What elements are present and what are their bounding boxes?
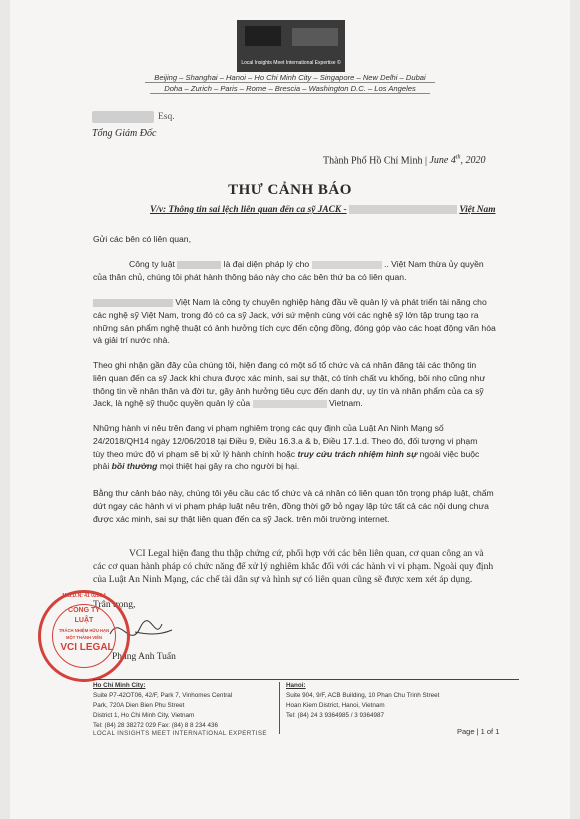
hcm-line: Park, 720A Dien Bien Phu Street xyxy=(93,702,185,709)
p1-b: là đại diện pháp lý cho xyxy=(223,259,310,269)
p2-c: những sản phẩm nghệ thuật có ảnh hưởng tích cực đến cộng đồng, đóng góp vào các hoạt động văn hóa xyxy=(93,322,496,333)
redacted-subject xyxy=(349,205,457,214)
hcm-line: Suite P7-42OT06, 42/F, Park 7, Vinhomes Central xyxy=(93,692,233,699)
seal-sub1: TRÁCH NHIỆM HỮU HẠN xyxy=(58,628,110,633)
seal-sub2: MỘT THÀNH VIÊN xyxy=(65,635,103,640)
footer-hanoi xyxy=(286,681,439,721)
p1-a: Công ty luật xyxy=(129,259,175,269)
closing: Trân trọng, xyxy=(93,600,136,610)
p4-b: 24/2018/QH14 ngày 12/06/2018 tại Điều 9, Điều 16.3.a & b, Điều 17.1.d. Theo đó, đối tượng vi phạm xyxy=(93,435,478,446)
logo-mark-right xyxy=(292,28,338,46)
subject-line xyxy=(150,205,496,215)
redacted-firm xyxy=(177,261,221,269)
p3-c: thông tin về nhân thân và đời tư, gây ảnh hưởng tiêu cực đến danh dự, uy tín và nhân phẩm của ca sỹ xyxy=(93,385,484,396)
p4-c2: truy cứu trách nhiệm hình sự xyxy=(297,448,418,459)
p6-a: VCI Legal hiện đang thu thập chứng cứ, phối hợp với các bên liên quan, cơ quan công an và xyxy=(129,548,484,559)
cities-underline1 xyxy=(145,82,435,83)
p3-d: Jack, là nghệ sỹ thuộc quyền quản lý của xyxy=(93,398,251,409)
date-year: , 2020 xyxy=(460,155,486,167)
p3-a: Theo ghi nhận gần đây của chúng tôi, hiện đang có một số tổ chức và cá nhân đăng tải các thông tin xyxy=(93,360,477,370)
p3-e: Vietnam. xyxy=(328,398,363,409)
p3-b: liên quan đến ca sỹ Jack khi chưa được xác minh, sai sự thật, có tính chất vu khống, bôi nhọ cũng như xyxy=(93,372,486,383)
paragraph-3 xyxy=(93,359,523,410)
cities-underline2 xyxy=(150,93,430,94)
redacted-recipient-name xyxy=(92,111,154,123)
redacted-client xyxy=(312,261,382,269)
paragraph-6 xyxy=(93,547,523,586)
date-month-day: June 4 xyxy=(429,155,456,167)
hanoi-line: Hoan Kiem District, Hanoi, Vietnam xyxy=(286,702,385,709)
office-cities-line1: Beijing – Shanghai – Hanoi – Ho Chi Minh City – Singapore – New Delhi – Dubai xyxy=(154,73,426,82)
paragraph-1 xyxy=(93,258,523,284)
seal-top: CÔNG TY xyxy=(68,607,100,614)
hanoi-line: Tel: (84) 24 3 9364985 / 3 9364987 xyxy=(286,712,385,719)
letter-title: THƯ CẢNH BÁO xyxy=(228,182,352,198)
p5-b: dứt ngay các hành vi vi phạm pháp luật nêu trên, đồng thời gỡ bỏ ngay lập tức tất cả các nội dung chưa xyxy=(93,500,489,511)
footer-tagline: LOCAL INSIGHTS MEET INTERNATIONAL EXPERTISE xyxy=(93,730,267,737)
hanoi-label: Hanoi: xyxy=(286,682,306,689)
p4-d2: bồi thường xyxy=(111,461,158,472)
footer-hcm xyxy=(93,681,232,731)
p6-c: của Luật An Ninh Mạng, các chế tài dân sự và hình sự có liên quan cũng sẽ được xem xét áp dụng. xyxy=(93,574,473,585)
p4-c1: tùy theo mức độ vi phạm sẽ bị xử lý hành chính hoặc xyxy=(93,448,298,459)
page-number: Page | 1 of 1 xyxy=(457,727,500,736)
date-suffix: th xyxy=(455,155,461,161)
office-cities-line2: Doha – Zurich – Paris – Rome – Brescia – Washington D.C. – Los Angeles xyxy=(164,84,416,93)
greeting: Gửi các bên có liên quan, xyxy=(93,234,191,244)
seal-mid: LUẬT xyxy=(74,617,94,624)
p1-d: của thân chủ, chúng tôi phát hành thông báo này cho các bên thứ ba có liên quan. xyxy=(93,271,407,282)
p1-c: .. Việt Nam thừa ủy quyền xyxy=(383,259,484,269)
seal-ring-text: M.S.D.N: 41 0280 * xyxy=(62,593,106,599)
p2-a: Việt Nam là công ty chuyên nghiệp hàng đầu về quản lý và phát triển tài năng cho xyxy=(175,297,487,307)
hcm-line: District 1, Ho Chi Minh City, Vietnam xyxy=(93,712,195,719)
hcm-label: Ho Chi Minh City: xyxy=(93,682,146,689)
p5-c: được xác minh, sai sự thật liên quan đến ca sỹ Jack. trên môi trường internet. xyxy=(93,513,390,524)
logo-mark-left xyxy=(245,26,281,46)
seal-name: VCI LEGAL xyxy=(60,642,114,653)
subject-right: Việt Nam xyxy=(459,205,496,215)
p4-c3: ngoài việc buộc xyxy=(417,448,480,459)
logo-tagline: Local Insights Meet International Expertise © xyxy=(241,60,341,66)
p2-d: và giải trí nước nhà. xyxy=(93,335,170,346)
recipient-esq: Esq. xyxy=(158,112,175,122)
paragraph-5 xyxy=(93,487,523,525)
footer-divider xyxy=(279,682,280,734)
subject-left: V/v: Thông tin sai lệch liên quan đến ca sỹ JACK - xyxy=(150,205,347,215)
date-city: Thành Phố Hồ Chí Minh | xyxy=(323,155,427,167)
p6-b: các cơ quan hành pháp có chức năng để xử lý nghiêm khắc đối với các hành vi vi phạm. Ngoài quy định xyxy=(93,561,494,572)
date-line xyxy=(323,151,486,168)
p4-d1: phải xyxy=(93,461,112,472)
p5-a: Bằng thư cảnh báo này, chúng tôi yêu cầu các tổ chức và cá nhân có liên quan tôn trọng pháp luật, chấm xyxy=(93,488,494,498)
signer-name: Phùng Anh Tuấn xyxy=(112,652,176,662)
paragraph-2 xyxy=(93,296,523,347)
hanoi-line: Suite 904, 9/F, ACB Building, 10 Phan Chu Trinh Street xyxy=(286,692,440,699)
recipient-role: Tổng Giám Đốc xyxy=(92,128,157,139)
redacted-company xyxy=(93,299,173,307)
hcm-line: Tel: (84) 28 38272 029 Fax: (84) 8 8 234 436 xyxy=(93,722,218,729)
p4-d3: mọi thiệt hại gây ra cho người bị hại. xyxy=(157,461,300,472)
paragraph-4 xyxy=(93,422,523,473)
p4-a: Những hành vi nêu trên đang vi phạm nghiêm trọng các quy định của Luật An Ninh Mạng số xyxy=(93,423,444,433)
redacted-agency xyxy=(253,400,327,408)
footer-rule xyxy=(93,679,519,680)
p2-b: các nghệ sỹ Việt Nam, trong đó có ca sỹ Jack, với sứ mệnh cùng với các nghệ sỹ lớn tập trung tạo ra xyxy=(93,309,479,320)
